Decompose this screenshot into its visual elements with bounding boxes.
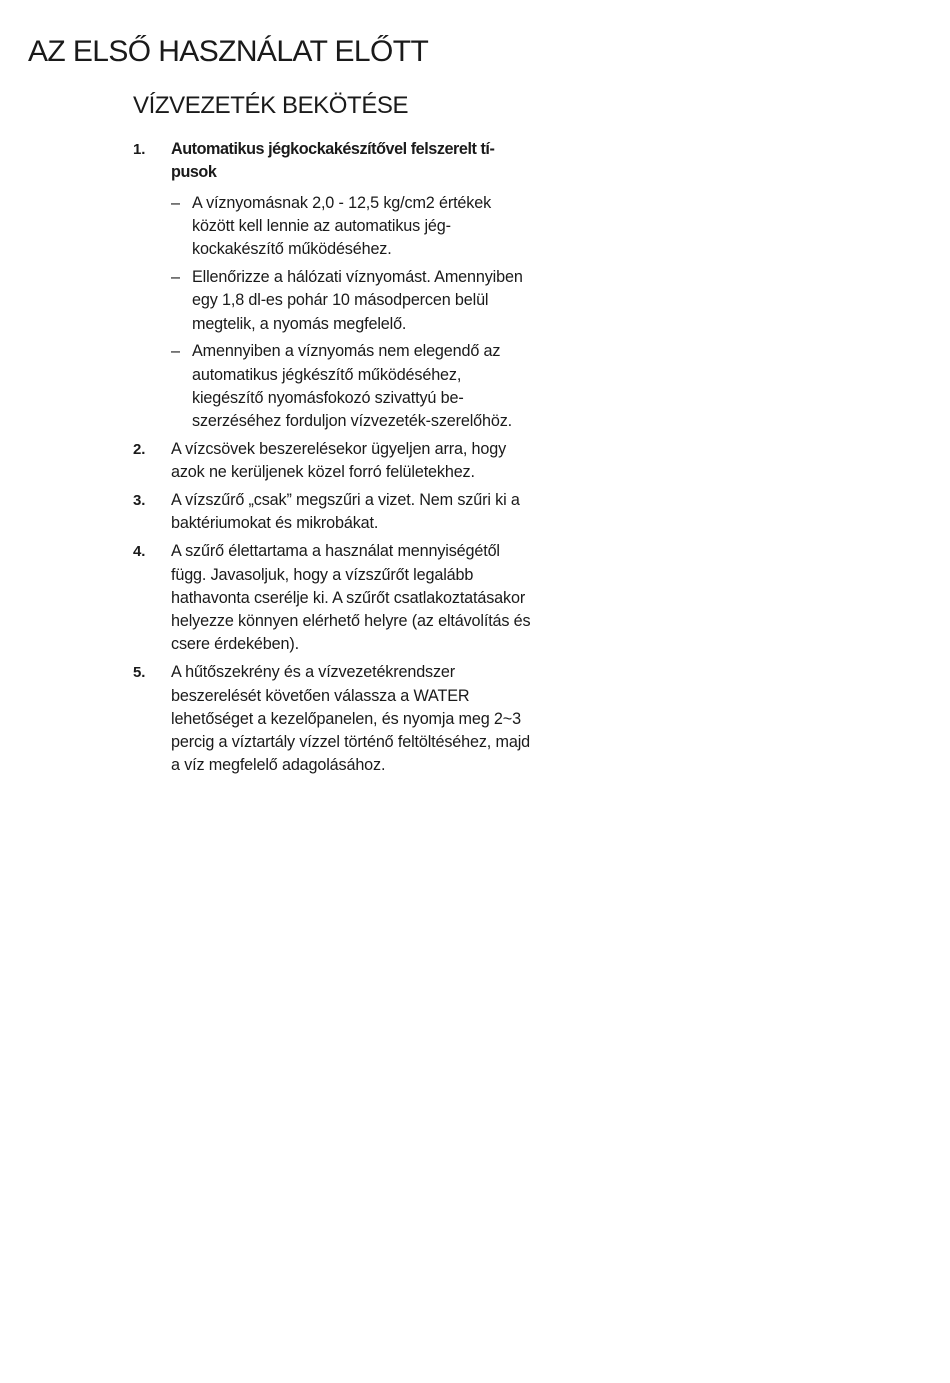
dash-bullet: –	[171, 267, 180, 286]
instruction-steps	[133, 138, 533, 782]
step-heading: Automatikus jégkockakészítővel felszerelt típusok	[171, 140, 495, 182]
dash-bullet: –	[171, 342, 180, 361]
step-4	[133, 540, 533, 656]
step-number: 1.	[133, 141, 146, 158]
step-text: A szűrő élettartama a használat mennyiségétől függ. Javasoljuk, hogy a vízszűrőt legalább hathavonta cserélje ki. A szűrőt csatlakoztatásakor helyezze könnyen elérhető helyre (az eltávolítás és csere érdekében).	[171, 542, 531, 654]
sub-item	[171, 266, 533, 336]
dash-bullet: –	[171, 193, 180, 212]
sub-item	[171, 192, 533, 262]
sub-item	[171, 340, 533, 433]
sub-item-text: A víznyomásnak 2,0 - 12,5 kg/cm2 értékek között kell lennie az automatikus jégkockakészítő működéséhez.	[192, 193, 492, 259]
section-title: VÍZVEZETÉK BEKÖTÉSE	[133, 92, 409, 119]
step-number: 4.	[133, 543, 146, 561]
sub-item-text: Amennyiben a víznyomás nem elegendő az automatikus jégkészítő működéséhez, kiegészítő nyomásfokozó szivattyú beszerzéséhez forduljon vízvezeték-szerelőhöz.	[192, 342, 513, 431]
sub-item-text: Ellenőrizze a hálózati víznyomást. Amennyiben egy 1,8 dl-es pohár 10 másodpercen belül megtelik, a nyomás megfelelő.	[192, 267, 523, 333]
step-3	[133, 489, 533, 536]
step-number: 3.	[133, 492, 146, 510]
step-1-subitems	[171, 192, 533, 434]
step-text: A vízcsövek beszerelésekor ügyeljen arra, hogy azok ne kerüljenek közel forró felületekhez.	[171, 440, 507, 482]
step-text: A hűtőszekrény és a vízvezetékrendszer beszerelését követően válassza a WATER lehetőséget a kezelőpanelen, és nyomja meg 2~3 percig a víztartály vízzel történő feltöltéséhez, majd a víz megfelelő adagolásához.	[171, 663, 530, 775]
step-1	[133, 138, 533, 434]
step-number: 2.	[133, 441, 146, 459]
step-5	[133, 661, 533, 777]
step-text: A vízszűrő „csak” megszűri a vizet. Nem szűri ki a baktériumokat és mikrobákat.	[171, 491, 520, 533]
step-2	[133, 438, 533, 485]
page-title: AZ ELSŐ HASZNÁLAT ELŐTT	[28, 35, 429, 68]
step-number: 5.	[133, 664, 146, 682]
